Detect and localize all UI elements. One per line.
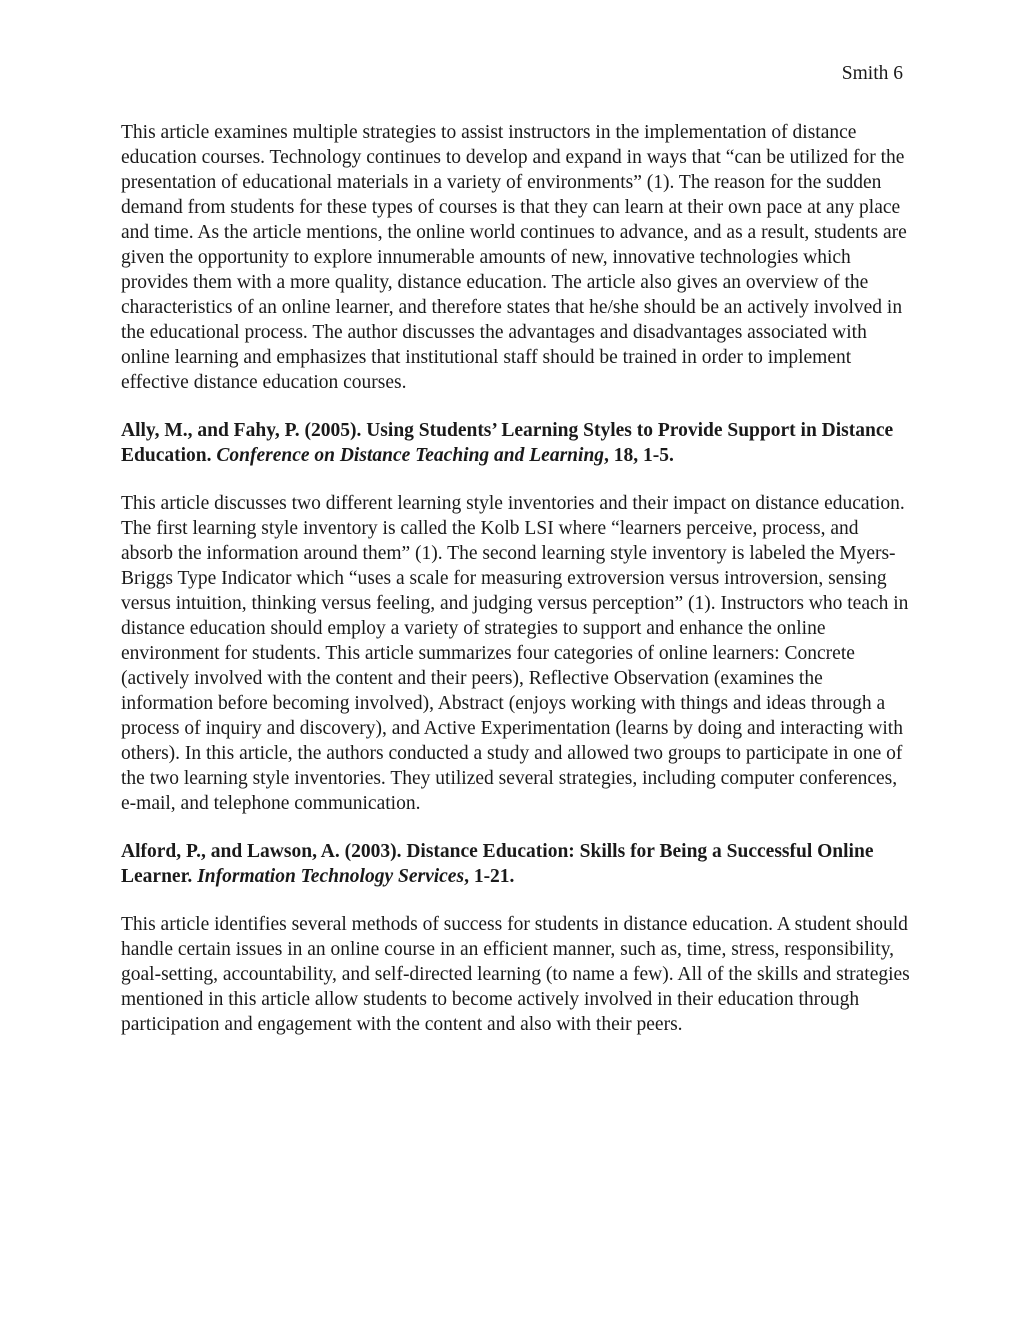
annotation-paragraph-3: This article identifies several methods of success for students in distance education. A student should handle certain issues in an online course in an efficient manner, such as, time, stress, responsibility, goal-setting, accountability, and self-directed learning (to name a few). All of the skills and strategies mentioned in this article allow students to become actively involved in their education through participation and engagement with the content and also with their peers. <box>121 914 910 1035</box>
citation-main-text: Alford, P., and Lawson, A. (2003). Distance Education: Skills for Being a Successful Online Learner. <box>121 841 874 887</box>
citation-alford-lawson <box>121 839 911 889</box>
citation-main-text: Ally, M., and Fahy, P. (2005). Using Students’ Learning Styles to Provide Support in Distance Education. <box>121 420 894 466</box>
citation-journal-title: Conference on Distance Teaching and Learning <box>216 445 605 466</box>
document-body <box>121 120 911 1060</box>
citation-ally-fahy <box>121 418 911 468</box>
citation-pages: , 1-21. <box>464 866 515 887</box>
annotation-paragraph-1: This article examines multiple strategies to assist instructors in the implementation of distance education courses. Technology continues to develop and expand in ways that “can be utilized for the presentation of educational materials in a variety of environments” (1). The reason for the sudden demand from students for these types of courses is that they can learn at their own pace at any place and time. As the article mentions, the online world continues to advance, and as a result, students are given the opportunity to explore innumerable amounts of new, innovative technologies which provides them with a more quality, distance education. The article also gives an overview of the characteristics of an online learner, and therefore states that he/she should be an actively involved in the educational process. The author discusses the advantages and disadvantages associated with online learning and emphasizes that institutional staff should be trained in order to implement effective distance education courses. <box>121 122 907 393</box>
citation-volume-pages: , 18, 1-5. <box>604 445 674 466</box>
page-header: Smith 6 <box>841 63 903 84</box>
annotation-paragraph-2: This article discusses two different learning style inventories and their impact on distance education. The first learning style inventory is called the Kolb LSI where “learners perceive, process, and absorb the information around them” (1). The second learning style inventory is labeled the Myers-Briggs Type Indicator which “uses a scale for measuring extroversion versus introversion, sensing versus intuition, thinking versus feeling, and judging versus perception” (1). Instructors who teach in distance education should employ a variety of strategies to support and enhance the online environment for students. This article summarizes four categories of online learners: Concrete (actively involved with the content and their peers), Reflective Observation (examines the information before becoming involved), Abstract (enjoys working with things and ideas through a process of inquiry and discovery), and Active Experimentation (learns by doing and interacting with others). In this article, the authors conducted a study and allowed two groups to participate in one of the two learning style inventories. They utilized several strategies, including computer conferences, e-mail, and telephone communication. <box>121 493 909 814</box>
citation-journal-title: Information Technology Services <box>197 866 465 887</box>
